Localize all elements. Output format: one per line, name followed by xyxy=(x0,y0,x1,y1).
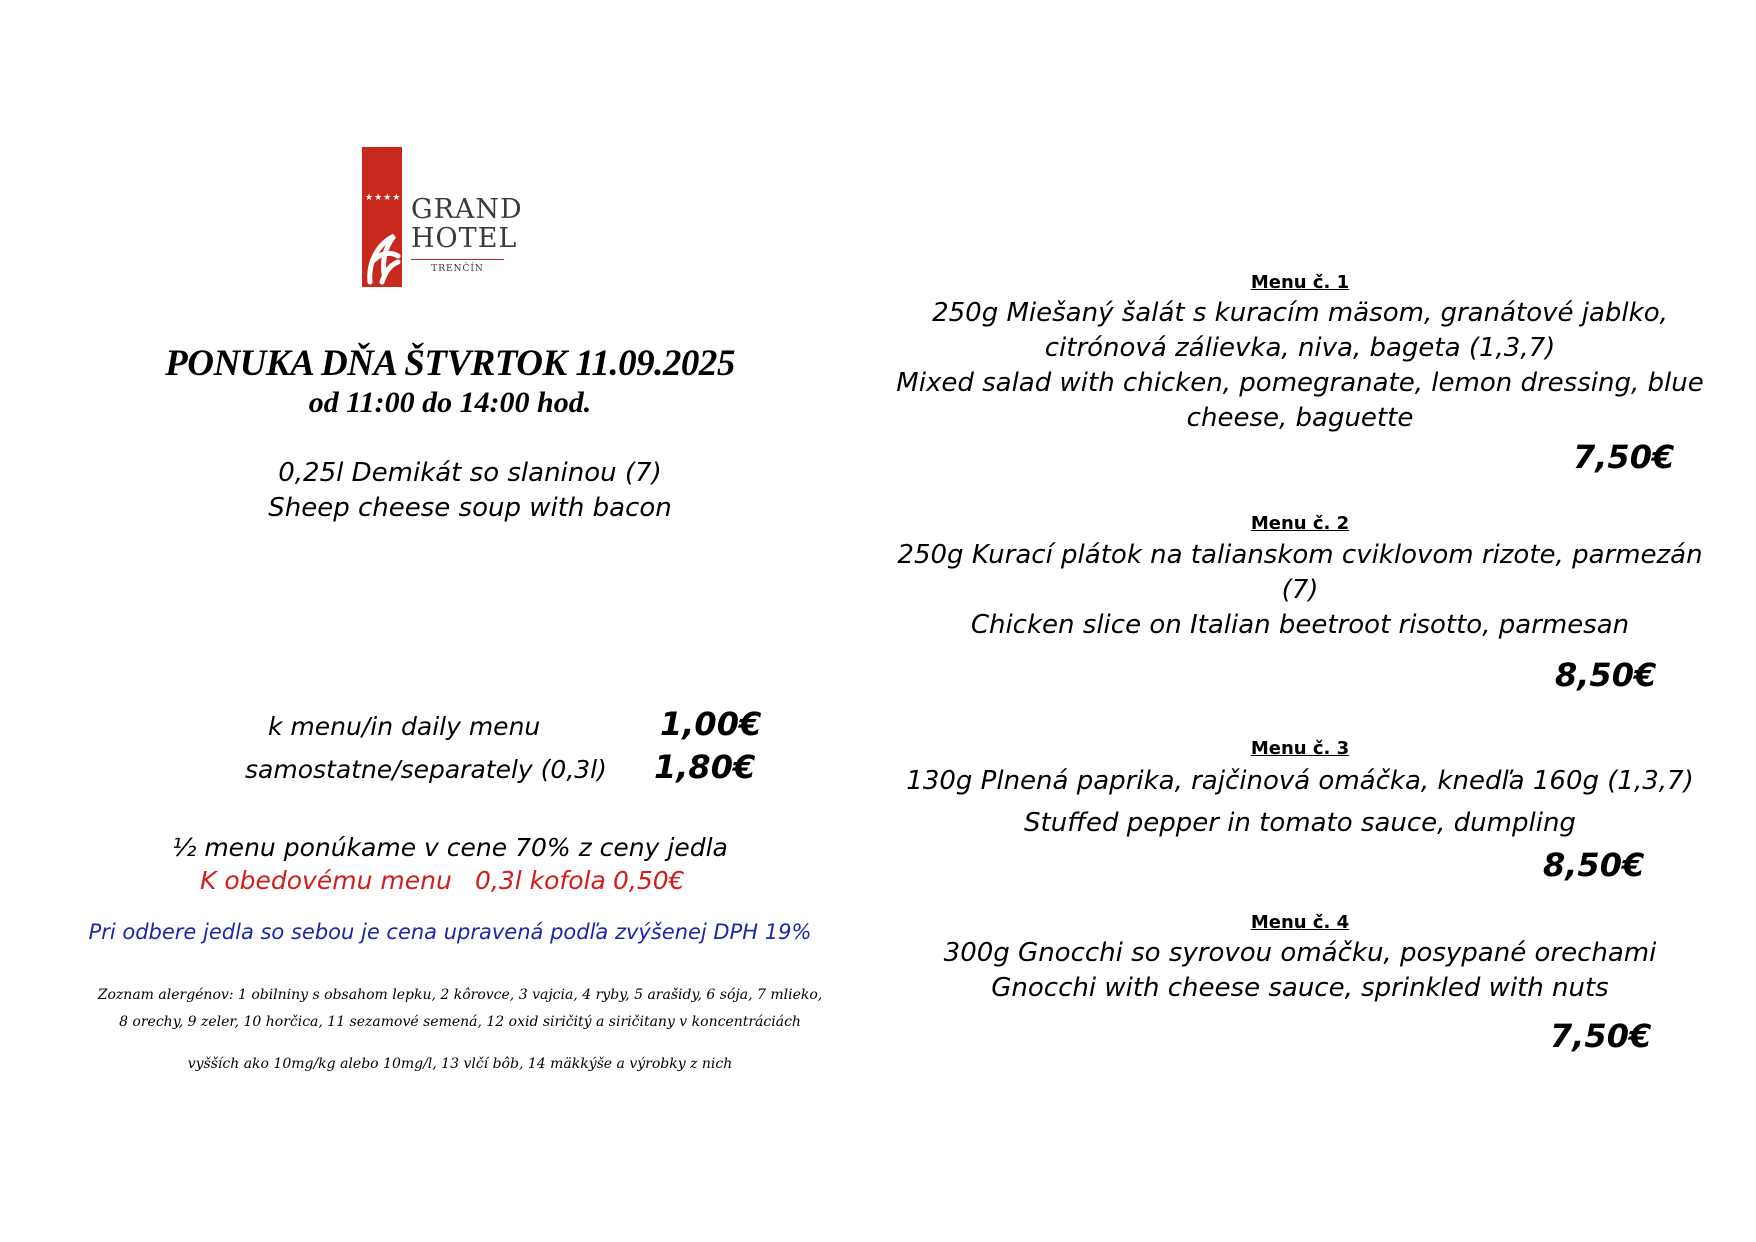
menu-1-en-line-2: cheese, baguette xyxy=(1186,403,1414,433)
opening-hours: od 11:00 do 14:00 hod. xyxy=(308,386,592,419)
menu-3-sk-line-1: 130g Plnená paprika, rajčinová omáčka, knedľa 160g (1,3,7) xyxy=(906,766,1694,796)
menu-2-sk-line-1: 250g Kurací plátok na talianskom cviklovom rizote, parmezán xyxy=(897,540,1703,570)
menu-1-sk-line-1: 250g Miešaný šalát s kuracím mäsom, granátové jablko, xyxy=(932,298,1668,328)
kofola-item: 0,3l kofola xyxy=(475,866,606,895)
page-title: PONUKA DŇA ŠTVRTOK 11.09.2025 xyxy=(165,343,735,384)
menu-3-en-line-1: Stuffed pepper in tomato sauce, dumpling xyxy=(1024,808,1576,838)
menu-2-heading: Menu č. 2 xyxy=(1250,513,1350,534)
logo-city-text: TRENČÍN xyxy=(431,264,484,274)
soup-price-menu: 1,00€ xyxy=(660,705,762,743)
menu-2-price: 8,50€ xyxy=(1555,656,1657,694)
soup-price-separate: 1,80€ xyxy=(654,748,756,786)
kofola-price: 0,50€ xyxy=(613,866,685,895)
allergen-line-1: Zoznam alergénov: 1 obilniny s obsahom lepku, 2 kôrovce, 3 vajcia, 4 ryby, 5 arašidy, 6 sója, 7 mlieko, xyxy=(97,987,823,1003)
soup-price-label-separate: samostatne/separately (0,3l) xyxy=(245,755,607,784)
logo-divider xyxy=(411,259,504,260)
menu-2-en-line-1: Chicken slice on Italian beetroot risotto, parmesan xyxy=(970,610,1630,640)
menu-3-heading: Menu č. 3 xyxy=(1250,738,1350,759)
half-menu-note: ½ menu ponúkame v cene 70% z ceny jedla xyxy=(172,833,728,862)
menu-4-en-line-1: Gnocchi with cheese sauce, sprinkled with nuts xyxy=(991,973,1609,1003)
soup-price-label-menu: k menu/in daily menu xyxy=(268,712,541,741)
takeaway-note: Pri odbere jedla so sebou je cena upravená podľa zvýšenej DPH 19% xyxy=(88,920,812,944)
menu-1-price: 7,50€ xyxy=(1573,438,1675,476)
menu-4-price: 7,50€ xyxy=(1550,1017,1652,1055)
menu-4-sk-line-1: 300g Gnocchi so syrovou omáčku, posypané orechami xyxy=(943,938,1657,968)
logo-hotel-text: HOTEL xyxy=(411,223,518,254)
allergen-line-3: vyšších ako 10mg/kg alebo 10mg/l, 13 vlčí bôb, 14 mäkkýše a výrobky z nich xyxy=(187,1056,733,1072)
menu-3-price: 8,50€ xyxy=(1543,846,1645,884)
menu-1-en-line-1: Mixed salad with chicken, pomegranate, lemon dressing, blue xyxy=(896,368,1704,398)
logo-stars: ★★★★ xyxy=(365,193,402,203)
menu-1-sk-line-2: citrónová zálievka, niva, bageta (1,3,7) xyxy=(1044,333,1556,363)
menu-1-heading: Menu č. 1 xyxy=(1250,272,1350,293)
kofola-label: K obedovému menu xyxy=(200,866,452,895)
logo-monogram-icon xyxy=(364,222,404,288)
allergen-line-2: 8 orechy, 9 zeler, 10 horčica, 11 sezamové semená, 12 oxid siričitý a siričitany v koncentráciách xyxy=(119,1014,801,1030)
menu-4-heading: Menu č. 4 xyxy=(1250,912,1350,933)
soup-name-sk: 0,25l Demikát so slaninou (7) xyxy=(278,458,662,488)
menu-2-sk-line-2: (7) xyxy=(1281,575,1319,605)
logo-grand-text: GRAND xyxy=(411,194,523,225)
soup-name-en: Sheep cheese soup with bacon xyxy=(268,493,672,523)
